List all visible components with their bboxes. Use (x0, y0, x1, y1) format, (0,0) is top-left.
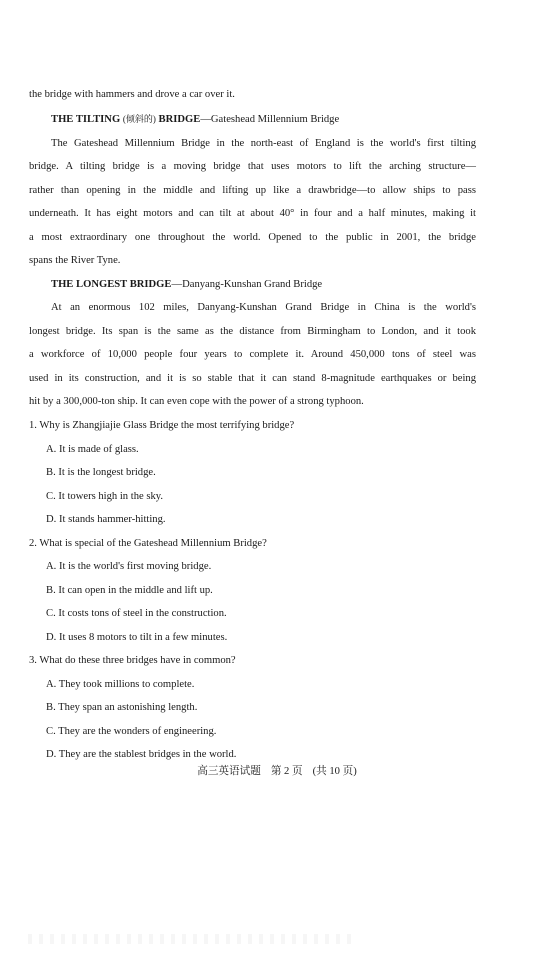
question-2-option-b: B. It can open in the middle and lift up. (46, 585, 213, 596)
tilting-heading-bold2: BRIDGE (158, 114, 201, 125)
question-1-option-a: A. It is made of glass. (46, 444, 139, 455)
question-2-option-d: D. It uses 8 motors to tilt in a few minutes. (46, 632, 228, 643)
question-3-option-d: D. They are the stablest bridges in the world. (46, 749, 237, 760)
question-3-option-a: A. They took millions to complete. (46, 679, 195, 690)
question-1-option-d: D. It stands hammer-hitting. (46, 514, 166, 525)
question-2-option-a: A. It is the world's first moving bridge. (46, 561, 212, 572)
tilting-line: a most extraordinary one throughout the world. Opened to the public in 2001, the bridge (29, 232, 476, 243)
question-3-option-c: C. They are the wonders of engineering. (46, 726, 217, 737)
footer-title: 高三英语试题 (197, 766, 261, 777)
longest-heading-rest: —Danyang-Kunshan Grand Bridge (171, 279, 323, 290)
question-3-option-b: B. They span an astonishing length. (46, 702, 198, 713)
question-3-stem: 3. What do these three bridges have in common? (29, 655, 236, 666)
tilting-line: spans the River Tyne. (29, 255, 121, 266)
page-footer (0, 766, 554, 779)
longest-heading-bold: THE LONGEST BRIDGE (51, 279, 172, 290)
question-2-stem: 2. What is special of the Gateshead Millennium Bridge? (29, 538, 267, 549)
scan-bleed-through (28, 934, 354, 944)
longest-line: At an enormous 102 miles, Danyang-Kunshan Grand Bridge in China is the world's (51, 302, 476, 313)
tilting-line: underneath. It has eight motors and can tilt at about 40° in four and a half minutes, making it (29, 208, 476, 219)
tilting-heading-rest: —Gateshead Millennium Bridge (200, 114, 340, 125)
question-1-option-b: B. It is the longest bridge. (46, 467, 156, 478)
tilting-line: rather than opening in the middle and lifting up like a drawbridge—to allow ships to pass (29, 185, 476, 196)
tilting-heading-note: (倾斜的) (122, 114, 156, 124)
question-1-stem: 1. Why is Zhangjiajie Glass Bridge the most terrifying bridge? (29, 420, 295, 431)
question-1-option-c: C. It towers high in the sky. (46, 491, 164, 502)
footer-total-pages: (共 10 页) (312, 766, 357, 777)
longest-line: a workforce of 10,000 people four years to complete it. Around 450,000 tons of steel was (29, 349, 476, 360)
tilting-line: bridge. A tilting bridge is a moving bridge that uses motors to lift the arching structure— (29, 161, 476, 172)
longest-heading (51, 279, 322, 292)
longest-line: hit by a 300,000-ton ship. It can even cope with the power of a strong typhoon. (29, 396, 364, 407)
question-2-option-c: C. It costs tons of steel in the construction. (46, 608, 227, 619)
footer-page-number: 第 2 页 (270, 766, 303, 777)
tilting-heading-bold: THE TILTING (51, 114, 121, 125)
opening-line: the bridge with hammers and drove a car over it. (29, 89, 235, 100)
tilting-heading (51, 114, 339, 127)
longest-line: longest bridge. Its span is the same as the distance from Birmingham to London, and it took (29, 326, 476, 337)
longest-line: used in its construction, and it is so stable that it can stand 8-magnitude earthquakes or being (29, 373, 476, 384)
tilting-line: The Gateshead Millennium Bridge in the north-east of England is the world's first tilting (51, 138, 476, 149)
